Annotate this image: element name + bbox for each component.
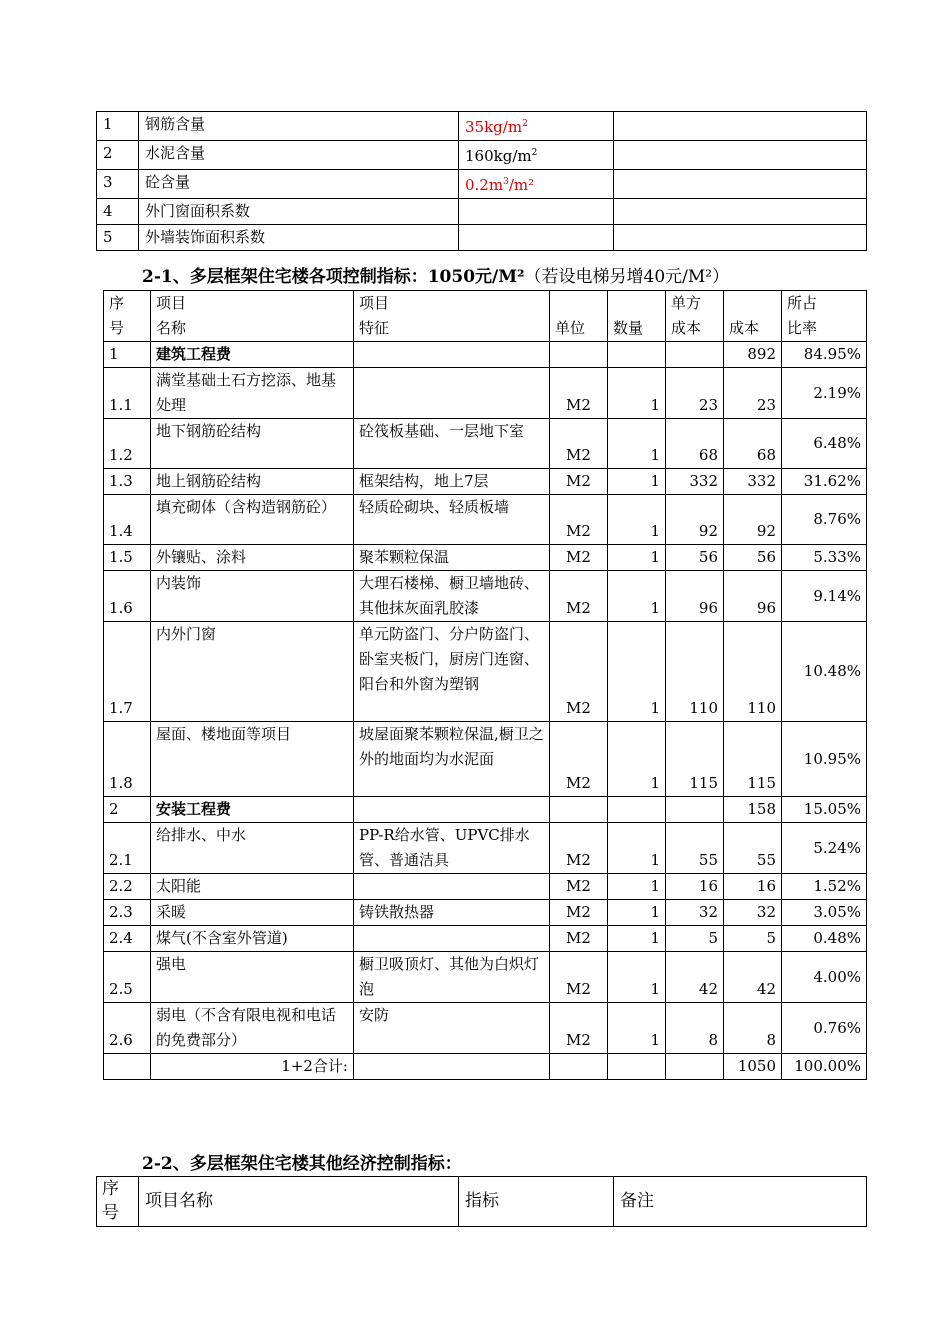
row-no: 1.1 [104, 368, 151, 419]
row-note [614, 170, 867, 199]
row-unit: M2 [550, 419, 608, 469]
row-name: 屋面、楼地面等项目 [151, 722, 354, 797]
row-no: 2.3 [104, 900, 151, 926]
row-feature: PP-R给水管、UPVC排水管、普通洁具 [354, 823, 550, 874]
row-feature: 聚苯颗粒保温 [354, 545, 550, 571]
row-no: 4 [97, 199, 139, 225]
row-name: 内装饰 [151, 571, 354, 622]
row-unit-cost: 8 [666, 1003, 724, 1054]
header-item-name: 项目 名称 [151, 291, 354, 342]
row-unit-cost: 110 [666, 622, 724, 722]
row-qty: 1 [608, 571, 666, 622]
row-unit: M2 [550, 874, 608, 900]
section-title-note: （若设电梯另增40元/M²） [524, 267, 730, 287]
header-cost: 成本 [724, 291, 782, 342]
row-unit-cost: 332 [666, 469, 724, 495]
total-cost: 1050 [724, 1054, 782, 1080]
row-note [614, 225, 867, 251]
row-ratio: 0.76% [782, 1003, 867, 1054]
header-unit-cost: 单方 成本 [666, 291, 724, 342]
row-feature: 铸铁散热器 [354, 900, 550, 926]
row-qty: 1 [608, 722, 666, 797]
cost-control-table [103, 290, 867, 1080]
row-no: 1.2 [104, 419, 151, 469]
section-title-text: 2-2、多层框架住宅楼其他经济控制指标： [142, 1154, 462, 1174]
row-qty: 1 [608, 900, 666, 926]
row-cost: 68 [724, 419, 782, 469]
row-unit-cost: 56 [666, 545, 724, 571]
row-qty: 1 [608, 495, 666, 545]
value-sup: 3 [503, 177, 509, 187]
row-cost: 23 [724, 368, 782, 419]
row-value [459, 112, 614, 141]
row-ratio: 9.14% [782, 571, 867, 622]
table-row [97, 112, 867, 141]
table-header-row [97, 1177, 867, 1227]
table-row [104, 368, 867, 419]
row-qty: 1 [608, 419, 666, 469]
row-no: 2.5 [104, 952, 151, 1003]
table-row [97, 225, 867, 251]
row-qty: 1 [608, 545, 666, 571]
row-no: 2.2 [104, 874, 151, 900]
row-unit: M2 [550, 495, 608, 545]
row-name: 外门窗面积系数 [139, 199, 459, 225]
row-cost: 55 [724, 823, 782, 874]
row-cost: 115 [724, 722, 782, 797]
row-qty: 1 [608, 368, 666, 419]
row-unit-cost: 55 [666, 823, 724, 874]
row-name: 建筑工程费 [151, 342, 354, 368]
row-ratio: 0.48% [782, 926, 867, 952]
row-feature: 大理石楼梯、橱卫墙地砖、其他抹灰面乳胶漆 [354, 571, 550, 622]
row-unit-cost: 96 [666, 571, 724, 622]
table-row [104, 722, 867, 797]
row-unit: M2 [550, 952, 608, 1003]
header-item-name: 项目名称 [139, 1177, 459, 1227]
row-unit-cost [666, 797, 724, 823]
row-ratio: 15.05% [782, 797, 867, 823]
section-title-2-1 [142, 266, 729, 288]
table-row [97, 199, 867, 225]
row-feature: 轻质砼砌块、轻质板墙 [354, 495, 550, 545]
row-name: 地下钢筋砼结构 [151, 419, 354, 469]
row-name: 地上钢筋砼结构 [151, 469, 354, 495]
section-title-2-2 [142, 1153, 462, 1175]
row-name: 给排水、中水 [151, 823, 354, 874]
row-unit-cost: 68 [666, 419, 724, 469]
row-note [614, 112, 867, 141]
row-qty: 1 [608, 874, 666, 900]
row-value [459, 170, 614, 199]
table-row [104, 571, 867, 622]
table-row [104, 874, 867, 900]
row-name: 强电 [151, 952, 354, 1003]
row-qty: 1 [608, 823, 666, 874]
row-cost: 92 [724, 495, 782, 545]
row-feature [354, 874, 550, 900]
table-row [104, 900, 867, 926]
header-note: 备注 [614, 1177, 867, 1227]
row-cost: 42 [724, 952, 782, 1003]
header-item-feature: 项目 特征 [354, 291, 550, 342]
row-qty: 1 [608, 622, 666, 722]
row-cost: 96 [724, 571, 782, 622]
row-unit: M2 [550, 622, 608, 722]
row-no: 1 [97, 112, 139, 141]
row-unit-cost [666, 342, 724, 368]
row-unit: M2 [550, 823, 608, 874]
header-no: 序 号 [104, 291, 151, 342]
row-no: 2.4 [104, 926, 151, 952]
row-qty [608, 342, 666, 368]
table-row [104, 469, 867, 495]
row-note [614, 141, 867, 170]
row-cost: 8 [724, 1003, 782, 1054]
table-row [104, 419, 867, 469]
row-unit-cost: 92 [666, 495, 724, 545]
row-unit-cost: 42 [666, 952, 724, 1003]
row-ratio: 1.52% [782, 874, 867, 900]
row-unit: M2 [550, 545, 608, 571]
row-unit [550, 342, 608, 368]
row-name: 水泥含量 [139, 141, 459, 170]
row-no: 1 [104, 342, 151, 368]
row-name: 填充砌体（含构造钢筋砼） [151, 495, 354, 545]
row-qty [608, 797, 666, 823]
row-unit: M2 [550, 900, 608, 926]
row-name: 煤气(不含室外管道) [151, 926, 354, 952]
row-ratio: 5.24% [782, 823, 867, 874]
row-cost: 32 [724, 900, 782, 926]
row-unit-cost: 115 [666, 722, 724, 797]
table-row [104, 952, 867, 1003]
row-no: 1.5 [104, 545, 151, 571]
total-ratio: 100.00% [782, 1054, 867, 1080]
total-blank [354, 1054, 550, 1080]
row-ratio: 3.05% [782, 900, 867, 926]
row-no: 5 [97, 225, 139, 251]
row-feature: 单元防盗门、分户防盗门、卧室夹板门，厨房门连窗、阳台和外窗为塑钢 [354, 622, 550, 722]
row-unit-cost: 5 [666, 926, 724, 952]
row-name: 采暖 [151, 900, 354, 926]
indicator-table-top [96, 111, 867, 251]
row-name: 满堂基础土石方挖添、地基处理 [151, 368, 354, 419]
row-cost: 110 [724, 622, 782, 722]
table-row [104, 926, 867, 952]
other-indicator-table [96, 1176, 867, 1227]
row-feature [354, 342, 550, 368]
row-unit-cost: 16 [666, 874, 724, 900]
row-name: 砼含量 [139, 170, 459, 199]
row-unit [550, 797, 608, 823]
row-cost: 5 [724, 926, 782, 952]
table-row [104, 342, 867, 368]
table-row [97, 141, 867, 170]
row-note [614, 199, 867, 225]
row-cost: 892 [724, 342, 782, 368]
row-no: 1.3 [104, 469, 151, 495]
row-feature: 橱卫吸顶灯、其他为白炽灯泡 [354, 952, 550, 1003]
header-no: 序号 [97, 1177, 139, 1227]
row-no: 2.6 [104, 1003, 151, 1054]
row-name: 弱电（不含有限电视和电话的免费部分） [151, 1003, 354, 1054]
row-ratio: 84.95% [782, 342, 867, 368]
row-unit-cost: 32 [666, 900, 724, 926]
row-feature: 框架结构，地上7层 [354, 469, 550, 495]
value-text: 160kg/m [465, 147, 532, 165]
table-row [97, 170, 867, 199]
row-qty: 1 [608, 926, 666, 952]
row-no: 1.4 [104, 495, 151, 545]
row-ratio: 10.48% [782, 622, 867, 722]
row-name: 钢筋含量 [139, 112, 459, 141]
row-unit: M2 [550, 368, 608, 419]
table-row [104, 823, 867, 874]
row-unit: M2 [550, 469, 608, 495]
total-row [104, 1054, 867, 1080]
section-title-text: 2-1、多层框架住宅楼各项控制指标：1050元/M² [142, 267, 525, 287]
value-sup: 2 [531, 148, 538, 158]
table-row [104, 545, 867, 571]
row-no: 1.8 [104, 722, 151, 797]
row-ratio: 5.33% [782, 545, 867, 571]
table-row [104, 797, 867, 823]
row-feature: 安防 [354, 1003, 550, 1054]
row-feature: 坡屋面聚苯颗粒保温,橱卫之外的地面均为水泥面 [354, 722, 550, 797]
row-ratio: 10.95% [782, 722, 867, 797]
row-no: 2.1 [104, 823, 151, 874]
header-index: 指标 [459, 1177, 614, 1227]
row-feature [354, 926, 550, 952]
row-ratio: 2.19% [782, 368, 867, 419]
header-qty: 数量 [608, 291, 666, 342]
total-label: 1+2合计: [151, 1054, 354, 1080]
header-unit: 单位 [550, 291, 608, 342]
total-blank [608, 1054, 666, 1080]
row-name: 外镶贴、涂料 [151, 545, 354, 571]
value-text: 0.2m [465, 176, 504, 194]
table-row [104, 495, 867, 545]
row-unit: M2 [550, 571, 608, 622]
row-value [459, 225, 614, 251]
row-no: 2 [104, 797, 151, 823]
value-suffix: /m² [508, 176, 535, 194]
row-value [459, 199, 614, 225]
row-value [459, 141, 614, 170]
row-qty: 1 [608, 1003, 666, 1054]
total-blank [550, 1054, 608, 1080]
row-unit: M2 [550, 722, 608, 797]
row-no: 2 [97, 141, 139, 170]
row-unit: M2 [550, 926, 608, 952]
value-text: 35kg/m [465, 118, 523, 136]
header-ratio: 所占 比率 [782, 291, 867, 342]
row-feature [354, 797, 550, 823]
row-name: 外墙装饰面积系数 [139, 225, 459, 251]
row-cost: 16 [724, 874, 782, 900]
row-qty: 1 [608, 469, 666, 495]
table-row [104, 1003, 867, 1054]
total-blank [104, 1054, 151, 1080]
row-qty: 1 [608, 952, 666, 1003]
row-unit-cost: 23 [666, 368, 724, 419]
table-header-row [104, 291, 867, 342]
table-row [104, 622, 867, 722]
row-no: 1.6 [104, 571, 151, 622]
total-blank [666, 1054, 724, 1080]
row-cost: 158 [724, 797, 782, 823]
row-feature [354, 368, 550, 419]
row-ratio: 8.76% [782, 495, 867, 545]
row-no: 1.7 [104, 622, 151, 722]
row-no: 3 [97, 170, 139, 199]
row-cost: 332 [724, 469, 782, 495]
row-name: 安装工程费 [151, 797, 354, 823]
row-ratio: 6.48% [782, 419, 867, 469]
row-name: 内外门窗 [151, 622, 354, 722]
row-ratio: 4.00% [782, 952, 867, 1003]
row-name: 太阳能 [151, 874, 354, 900]
value-sup: 2 [522, 119, 528, 129]
row-feature: 砼筏板基础、一层地下室 [354, 419, 550, 469]
row-cost: 56 [724, 545, 782, 571]
row-ratio: 31.62% [782, 469, 867, 495]
row-unit: M2 [550, 1003, 608, 1054]
